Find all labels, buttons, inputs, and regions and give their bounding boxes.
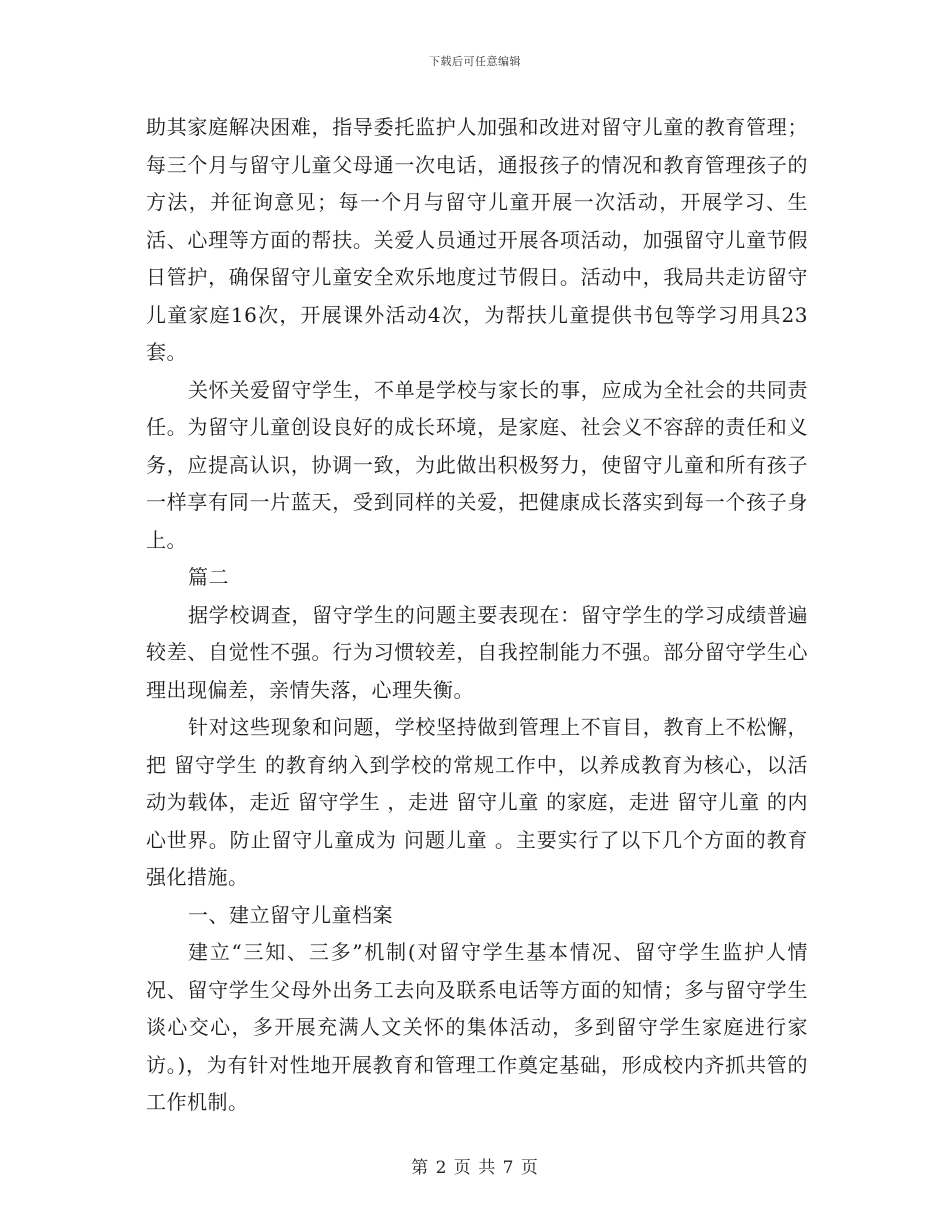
paragraph-4: 针对这些现象和问题，学校坚持做到管理上不盲目，教育上不松懈，把 留守学生 的教育纳入到学校的常规工作中，以养成教育为核心，以活动为载体，走近 留守学生 ，走进 留守儿童 的家庭，走进 留守儿童 的内心世界。防止留守儿童成为 问题儿童 。主要实行了以下几个方面的教育强化措施。 [146,715,808,889]
subheading-archive: 一、建立留守儿童档案 [188,902,393,927]
paragraph-1: 助其家庭解决困难，指导委托监护人加强和改进对留守儿童的教育管理；每三个月与留守儿童父母通一次电话，通报孩子的情况和教育管理孩子的方法，并征询意见；每一个月与留守儿童开展一次活动，开展学习、生活、心理等方面的帮扶。关爱人员通过开展各项活动，加强留守儿童节假日管护，确保留守儿童安全欢乐地度过节假日。活动中，我局共走访留守儿童家庭16次，开展课外活动4次，为帮扶儿童提供书包等学习用具23套。 [146,115,808,364]
paragraph-3: 据学校调查，留守学生的问题主要表现在：留守学生的学习成绩普遍较差、自觉性不强。行为习惯较差，自我控制能力不强。部分留守学生心理出现偏差，亲情失落，心理失衡。 [146,602,808,702]
paragraph-5: 建立“三知、三多”机制(对留守学生基本情况、留守学生监护人情况、留守学生父母外出务工去向及联系电话等方面的知情；多与留守学生谈心交心，多开展充满人文关怀的集体活动，多到留守学生家庭进行家访。)，为有针对性地开展教育和管理工作奠定基础，形成校内齐抓共管的工作机制。 [146,940,808,1114]
page-header-note: 下载后可任意编辑 [429,55,521,68]
document-body [146,109,808,1122]
paragraph-2: 关怀关爱留守学生，不单是学校与家长的事，应成为全社会的共同责任。为留守儿童创设良好的成长环境，是家庭、社会义不容辞的责任和义务，应提高认识，协调一致，为此做出积极努力，使留守儿童和所有孩子一样享有同一片蓝天，受到同样的关爱，把健康成长落实到每一个孩子身上。 [146,377,808,552]
page-number: 第 2 页 共 7 页 [411,1158,539,1178]
section-heading-part-two: 篇二 [188,565,229,589]
